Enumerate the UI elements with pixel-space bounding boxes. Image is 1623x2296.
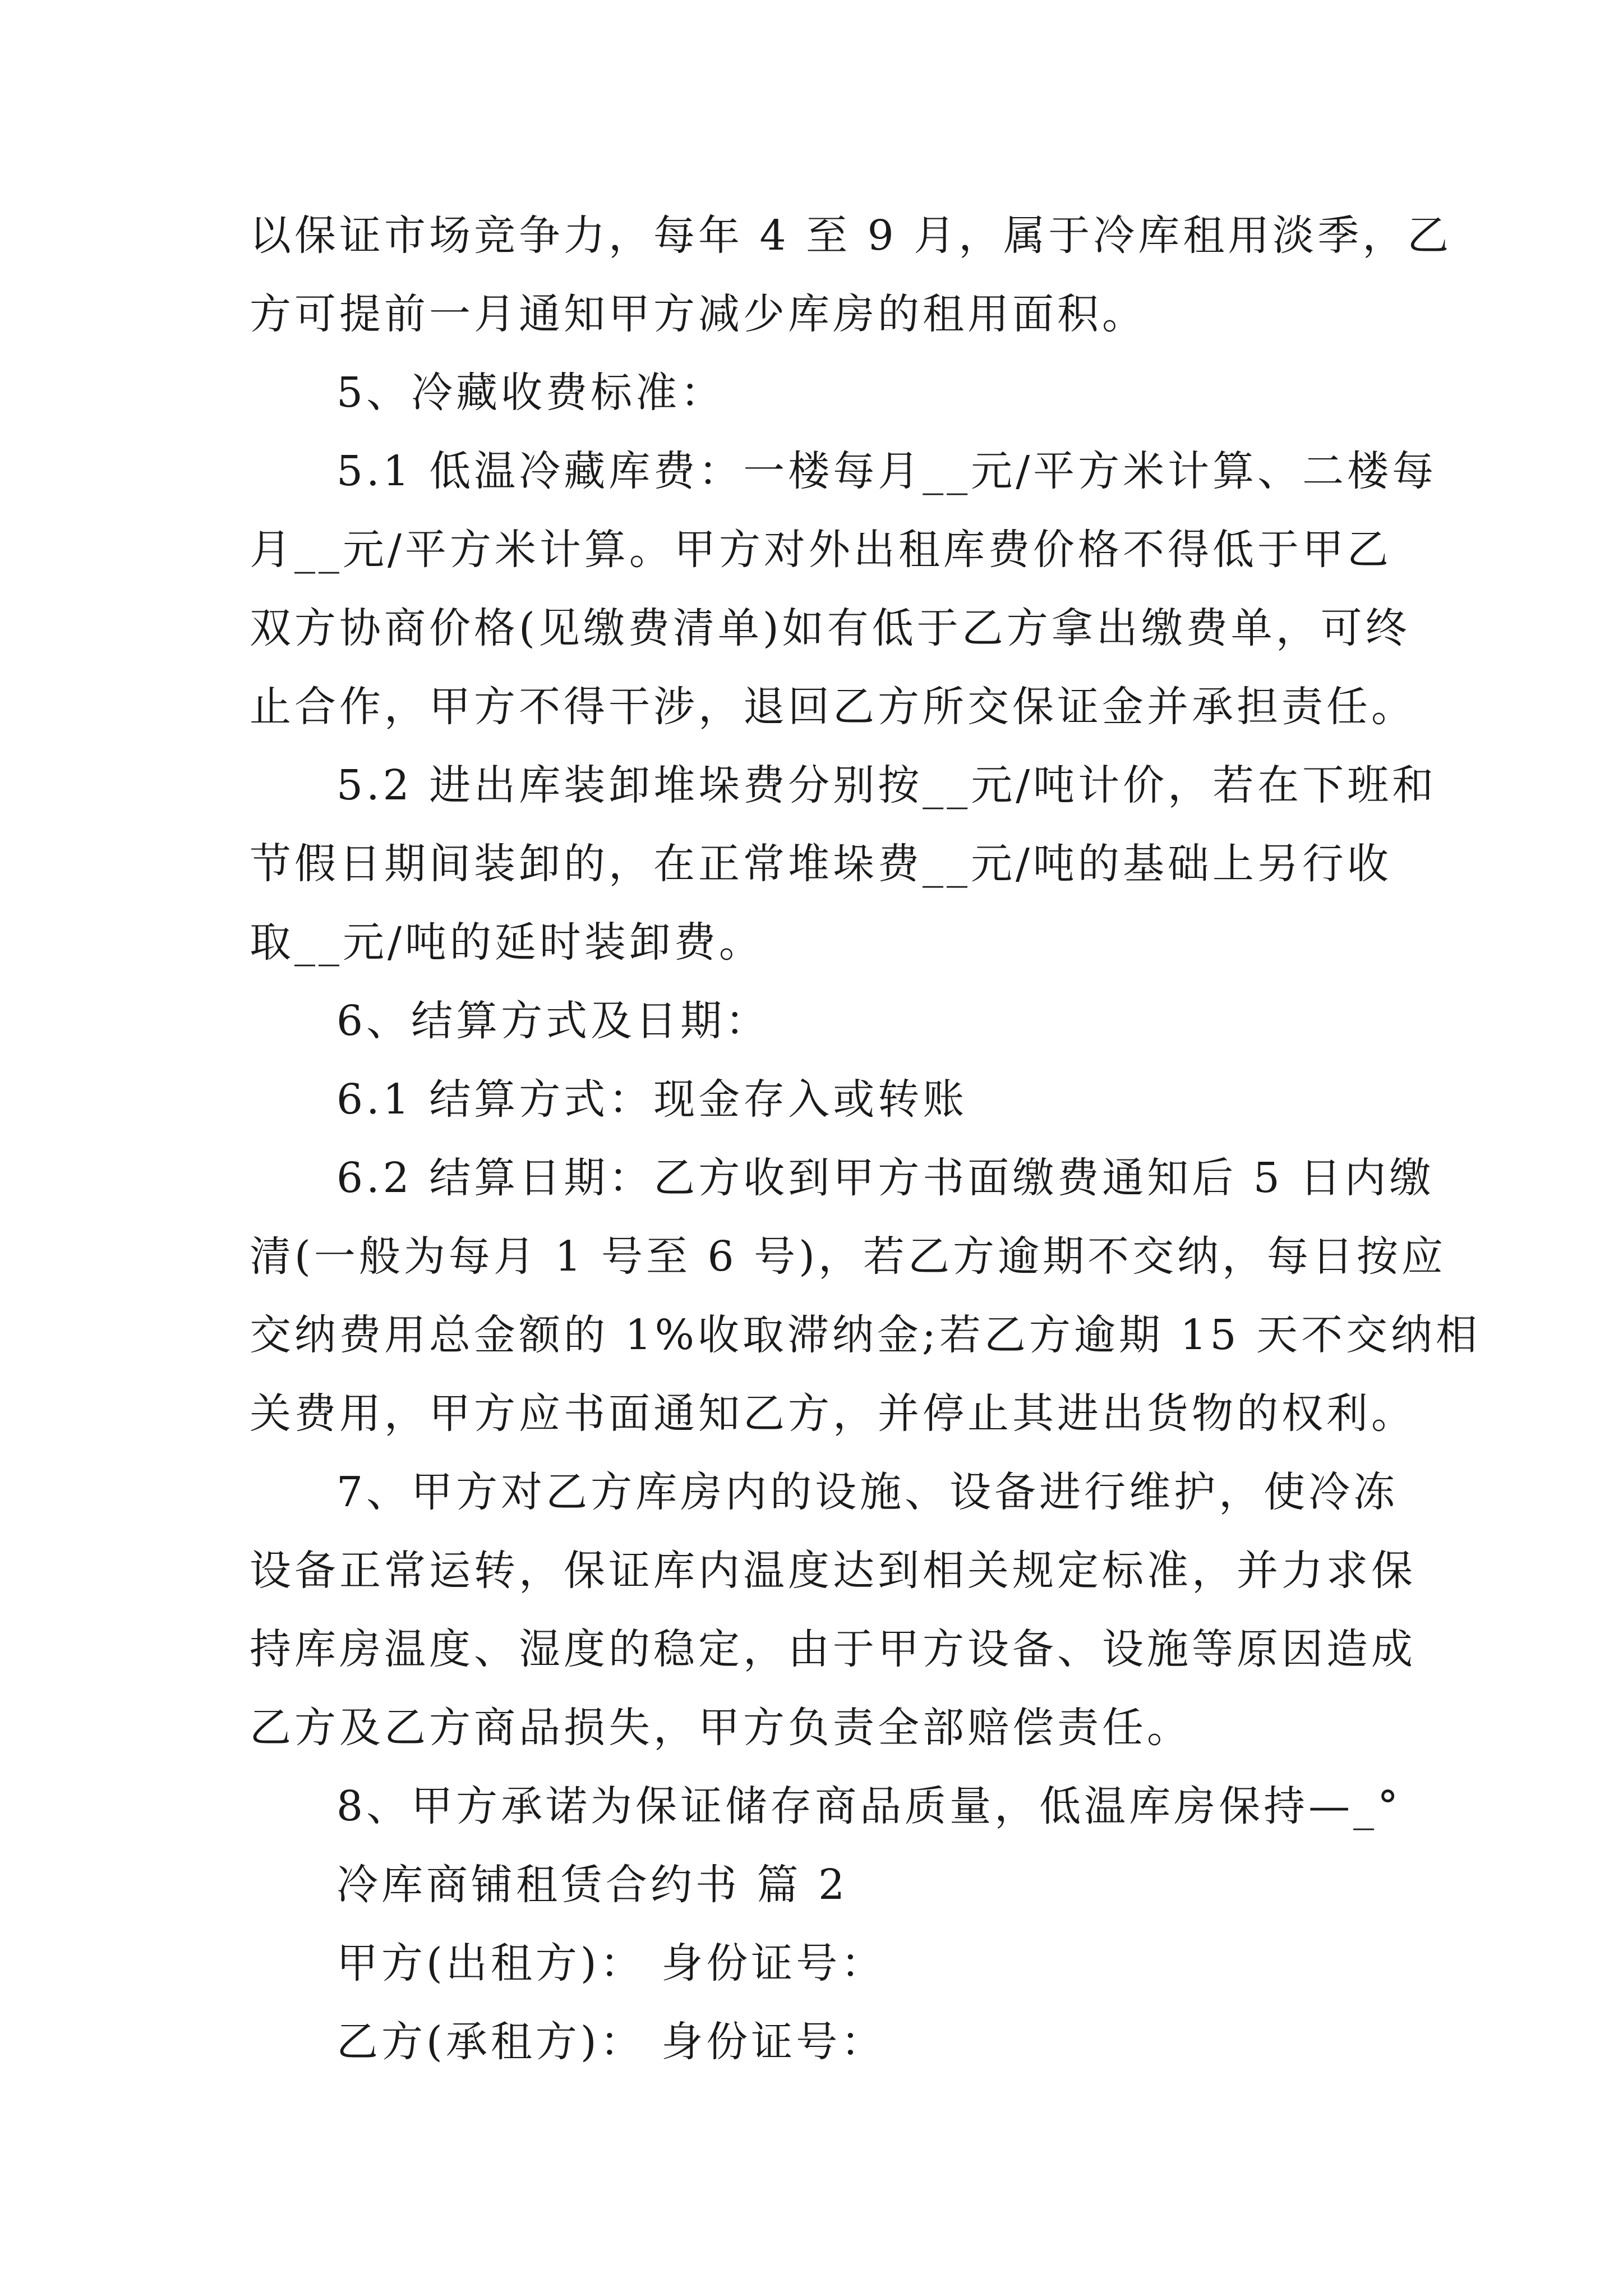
text-line: 取__元/吨的延时装卸费。 bbox=[250, 918, 764, 967]
text-line: 节假日期间装卸的，在正常堆垛费__元/吨的基础上另行收 bbox=[250, 840, 1392, 888]
text-line: 清(一般为每月 1 号至 6 号)，若乙方逾期不交纳，每日按应 bbox=[250, 1232, 1446, 1281]
text-line: 以保证市场竞争力，每年 4 至 9 月，属于冷库租用淡季，乙 bbox=[250, 211, 1453, 260]
text-line: 8、甲方承诺为保证储存商品质量，低温库房保持—_° bbox=[336, 1782, 1402, 1830]
text-line: 5.1 低温冷藏库费：一楼每月__元/平方米计算、二楼每 bbox=[336, 447, 1437, 495]
text-line: 方可提前一月通知甲方减少库房的租用面积。 bbox=[250, 290, 1147, 338]
text-line: 月__元/平方米计算。甲方对外出租库费价格不得低于甲乙 bbox=[250, 526, 1392, 574]
text-line: 双方协商价格(见缴费清单)如有低于乙方拿出缴费单，可终 bbox=[250, 604, 1410, 652]
text-line: 6.1 结算方式：现金存入或转账 bbox=[336, 1075, 968, 1124]
section-title: 冷库商铺租赁合约书 篇 2 bbox=[336, 1861, 849, 1909]
text-line: 7、甲方对乙方库房内的设施、设备进行维护，使冷冻 bbox=[336, 1468, 1399, 1516]
text-line: 持库房温度、湿度的稳定，由于甲方设备、设施等原因造成 bbox=[250, 1625, 1416, 1673]
party-b-line: 乙方(承租方)： 身份证号： bbox=[336, 2018, 886, 2066]
text-line: 止合作，甲方不得干涉，退回乙方所交保证金并承担责任。 bbox=[250, 683, 1416, 731]
section-heading: 5、冷藏收费标准： bbox=[336, 369, 726, 417]
section-heading: 6、结算方式及日期： bbox=[336, 997, 771, 1045]
text-line: 乙方及乙方商品损失，甲方负责全部赔偿责任。 bbox=[250, 1704, 1192, 1752]
text-line: 5.2 进出库装卸堆垛费分别按__元/吨计价，若在下班和 bbox=[336, 761, 1437, 809]
party-a-line: 甲方(出租方)： 身份证号： bbox=[336, 1939, 886, 1987]
text-line: 关费用，甲方应书面通知乙方，并停止其进出货物的权利。 bbox=[250, 1389, 1416, 1438]
text-line: 设备正常运转，保证库内温度达到相关规定标准，并力求保 bbox=[250, 1547, 1416, 1595]
text-line: 交纳费用总金额的 1%收取滞纳金;若乙方逾期 15 天不交纳相 bbox=[250, 1311, 1481, 1359]
text-line: 6.2 结算日期：乙方收到甲方书面缴费通知后 5 日内缴 bbox=[336, 1154, 1435, 1202]
